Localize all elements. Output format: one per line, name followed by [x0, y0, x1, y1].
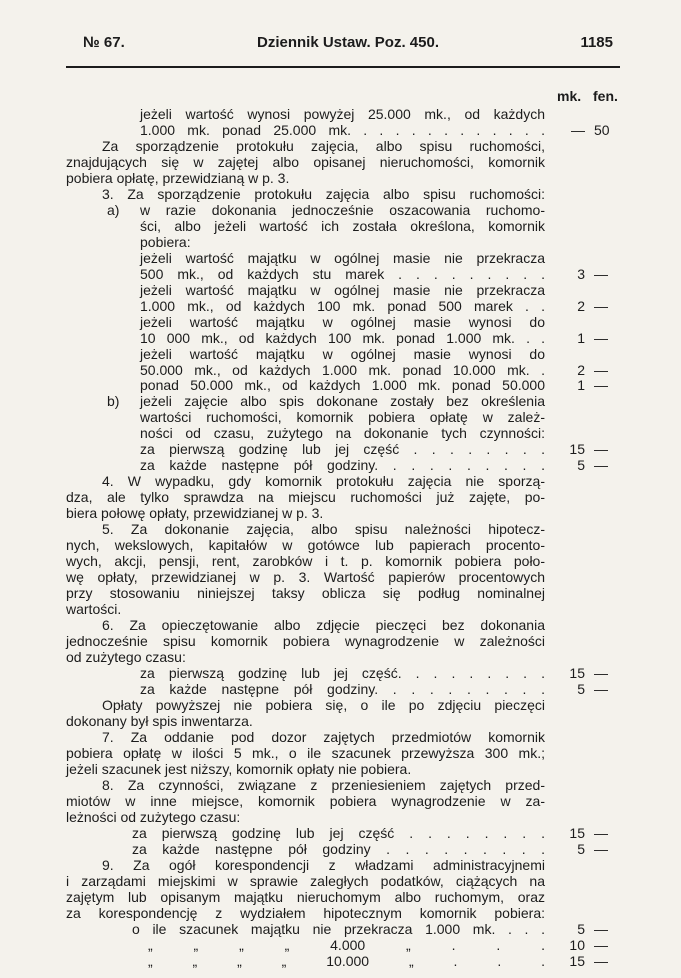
text-line — [0, 905, 681, 921]
line-text: 1.000 mk. ponad 25.000 mk. . . . . . . . . . . . . — [140, 122, 545, 138]
line-text: Za sporządzenie protokułu zajęcia, albo spisu ruchomości, — [102, 138, 545, 154]
text-line — [0, 825, 681, 841]
amount-fen: — — [594, 841, 608, 857]
line-text: 500 mk., od każdych stu marek . . . . . . . . . — [140, 266, 545, 282]
line-text: a) — [107, 202, 120, 218]
line-text: jeżeli wartość wynosi powyżej 25.000 mk., od każdych — [140, 106, 545, 122]
header-rule — [66, 66, 620, 68]
line-text: ności od czasu, zużytego na dokonanie tych czynności: — [140, 425, 545, 441]
line-text: jeżeli wartość majątku w ogólnej masie nie przekracza — [140, 282, 545, 298]
text-line — [0, 553, 681, 569]
line-text: za każde następne pół godziny . . . . . . . . . — [132, 841, 545, 857]
text-line — [0, 521, 681, 537]
line-text: 8. Za czynności, związane z przeniesieniem zajętych przed- — [102, 777, 545, 793]
line-text: wych, akcji, pensji, rent, zarobków i t. p. komornik pobiera poło- — [66, 553, 545, 569]
text-line — [0, 250, 681, 266]
text-line — [0, 170, 681, 186]
text-line — [0, 633, 681, 649]
text-line — [0, 889, 681, 905]
line-text: wartości ruchomości, komornik pobiera opłatę w zależ- — [140, 409, 545, 425]
text-line — [0, 298, 681, 314]
text-line — [0, 777, 681, 793]
text-line — [0, 202, 681, 218]
line-text: b) — [107, 393, 120, 409]
text-line — [0, 473, 681, 489]
line-text: znajdujących się w zajętej albo opisanej nieruchomości, komornik — [66, 154, 545, 170]
amount-mk: 3 — [577, 266, 585, 282]
text-line — [0, 745, 681, 761]
text-line — [0, 234, 681, 250]
text-line — [0, 330, 681, 346]
text-line — [0, 761, 681, 777]
amount-mk: 1 — [577, 377, 585, 393]
line-text: 5. Za dokonanie zajęcia, albo spisu należności hipotecz- — [102, 521, 545, 537]
line-text: „ „ „ „ 4.000 „ . . . — [148, 937, 545, 953]
line-text: jeżeli wartość majątku w ogólnej masie nie przekracza — [140, 250, 545, 266]
text-line — [0, 617, 681, 633]
text-line — [0, 873, 681, 889]
line-text: zajętym lub opisanym majątku nieruchomym albo ruchomym, oraz — [66, 889, 545, 905]
text-line — [0, 122, 681, 138]
text-line — [0, 953, 681, 969]
line-text: jednocześnie spisu komornik pobiera wynagrodzenie w zależności — [66, 633, 545, 649]
text-line — [0, 505, 681, 521]
line-text: 50.000 mk., od każdych 1.000 mk. ponad 10.000 mk. . — [140, 362, 545, 378]
amount-mk: 5 — [577, 681, 585, 697]
line-text: 1.000 mk., od każdych 100 mk. ponad 500 marek . . — [140, 298, 545, 314]
text-line — [0, 585, 681, 601]
text-line — [0, 106, 681, 122]
text-line — [0, 441, 681, 457]
amount-fen: — — [594, 937, 608, 953]
text-line — [0, 809, 681, 825]
line-text: dokonany był spis inwentarza. — [66, 713, 253, 729]
text-line — [0, 314, 681, 330]
text-line — [0, 649, 681, 665]
line-text: za każde następne pół godziny. . . . . . . . . . — [140, 457, 545, 473]
amount-fen: — — [594, 377, 608, 393]
text-line — [0, 266, 681, 282]
line-text: o ile szacunek majątku nie przekracza 1.000 mk. . . . — [132, 921, 545, 937]
line-text: 3. Za sporządzenie protokułu zajęcia albo spisu ruchomości: — [102, 186, 545, 202]
amount-fen: — — [594, 362, 608, 378]
text-line — [0, 377, 681, 393]
text-line — [0, 409, 681, 425]
text-line — [0, 138, 681, 154]
line-text: ści, albo jeżeli wartość ich została określona, komornik — [140, 218, 545, 234]
page-header — [83, 34, 613, 56]
text-line — [0, 489, 681, 505]
amount-mk: 15 — [569, 441, 585, 457]
text-line — [0, 793, 681, 809]
line-text: pobiera opłatę, przewidzianą w p. 3. — [66, 170, 290, 186]
amount-mk: 5 — [577, 841, 585, 857]
amount-mk: — — [571, 122, 585, 138]
amount-fen: — — [594, 681, 608, 697]
amount-mk: 5 — [577, 921, 585, 937]
column-header-mk: mk. — [557, 88, 582, 104]
amount-mk: 15 — [569, 953, 585, 969]
text-line — [0, 537, 681, 553]
text-line — [0, 713, 681, 729]
line-text: miotów w inne miejsce, komornik pobiera wynagrodzenie w za- — [66, 793, 545, 809]
amount-fen: — — [594, 266, 608, 282]
amount-fen: — — [594, 953, 608, 969]
amount-mk: 5 — [577, 457, 585, 473]
line-text: ponad 50.000 mk., od każdych 1.000 mk. ponad 50.000 — [140, 377, 545, 393]
page-number: 1185 — [580, 34, 613, 51]
text-line — [0, 425, 681, 441]
amount-fen: 50 — [594, 122, 610, 138]
amount-mk: 10 — [569, 937, 585, 953]
line-text: za każde następne pół godziny. . . . . . . . . . — [140, 681, 545, 697]
amount-mk: 1 — [577, 330, 585, 346]
text-line — [0, 218, 681, 234]
journal-title: Dziennik Ustaw. Poz. 450. — [257, 34, 439, 51]
text-line — [0, 569, 681, 585]
text-line — [0, 154, 681, 170]
line-text: za pierwszą godzinę lub jej część. . . . . . . . . — [140, 665, 545, 681]
text-line — [0, 362, 681, 378]
line-text: 4. W wypadku, gdy komornik protokułu zajęcia nie sporzą- — [102, 473, 545, 489]
column-header-fen: fen. — [593, 88, 618, 104]
text-line — [0, 346, 681, 362]
line-text: jeżeli wartość majątku w ogólnej masie wynosi do — [140, 314, 545, 330]
line-text: Opłaty powyższej nie pobiera się, o ile po zdjęciu pieczęci — [102, 697, 545, 713]
amount-fen: — — [594, 825, 608, 841]
line-text: jeżeli zajęcie albo spis dokonane zostały bez określenia — [140, 393, 545, 409]
line-text: 9. Za ogół korespondencji z władzami administracyjnemi — [102, 857, 545, 873]
line-text: nych, wekslowych, kapitałów w gotówce lub papierach procento- — [66, 537, 545, 553]
line-text: „ „ „ „ 10.000 „ . . . — [148, 953, 545, 969]
text-line — [0, 857, 681, 873]
text-line — [0, 186, 681, 202]
text-line — [0, 282, 681, 298]
text-line — [0, 601, 681, 617]
text-line — [0, 921, 681, 937]
line-text: 6. Za opieczętowanie albo zdjęcie pieczęci bez dokonania — [102, 617, 545, 633]
text-line — [0, 457, 681, 473]
amount-fen: — — [594, 665, 608, 681]
text-line — [0, 665, 681, 681]
line-text: i zarządami miejskimi w sprawie zaległych podatków, ciążących na — [66, 873, 545, 889]
amount-fen: — — [594, 441, 608, 457]
line-text: od zużytego czasu: — [66, 649, 186, 665]
amount-mk: 15 — [569, 825, 585, 841]
amount-mk: 2 — [577, 298, 585, 314]
line-text: wę opłaty, przewidzianej w p. 3. Wartość papierów procentowych — [66, 569, 545, 585]
line-text: leżności od zużytego czasu: — [66, 809, 241, 825]
line-text: 7. Za oddanie pod dozor zajętych przedmiotów komornik — [102, 729, 545, 745]
line-text: za pierwszą godzinę lub jej część . . . . . . . . — [132, 825, 545, 841]
amount-mk: 15 — [569, 665, 585, 681]
line-text: przy stosowaniu niniejszej taksy oblicza się podług nominalnej — [66, 585, 545, 601]
line-text: wartości. — [66, 601, 122, 617]
line-text: jeżeli szacunek jest niższy, komornik opłaty nie pobiera. — [66, 761, 412, 777]
amount-fen: — — [594, 330, 608, 346]
text-line — [0, 841, 681, 857]
text-line — [0, 729, 681, 745]
line-text: za korespondencję z wydziałem hipotecznym komornik pobiera: — [66, 905, 545, 921]
text-line — [0, 681, 681, 697]
text-line — [0, 393, 681, 409]
line-text: w razie dokonania jednocześnie oszacowania ruchomo- — [140, 202, 545, 218]
line-text: pobiera opłatę w ilości 5 mk., o ile szacunek przewyższa 300 mk.; — [66, 745, 545, 761]
line-text: jeżeli wartość majątku w ogólnej masie wynosi do — [140, 346, 545, 362]
line-text: biera połowę opłaty, przewidzianej w p. 3. — [66, 505, 324, 521]
amount-fen: — — [594, 457, 608, 473]
line-text: 10 000 mk., od każdych 100 mk. ponad 1.000 mk. . . — [140, 330, 545, 346]
line-text: pobiera: — [140, 234, 191, 250]
amount-fen: — — [594, 298, 608, 314]
line-text: za pierwszą godzinę lub jej część . . . . . . . . — [140, 441, 545, 457]
amount-mk: 2 — [577, 362, 585, 378]
line-text: dza, ale tylko sprawdza na miejscu ruchomości już zajęte, po- — [66, 489, 545, 505]
amount-fen: — — [594, 921, 608, 937]
text-line — [0, 937, 681, 953]
issue-number: № 67. — [83, 34, 125, 51]
text-line — [0, 697, 681, 713]
